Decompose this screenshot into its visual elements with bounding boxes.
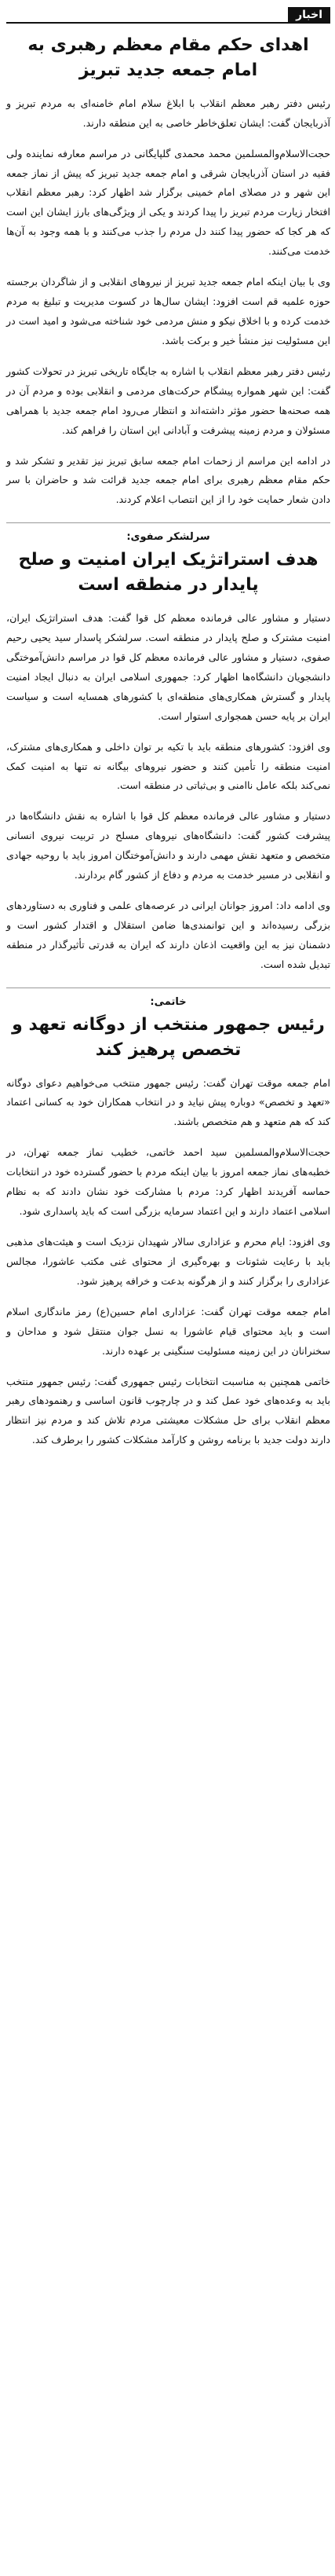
article-headline: رئیس جمهور منتخب از دوگانه تعهد و تخصص پرهیز کند — [12, 1014, 325, 1060]
article-paragraph: رئیس دفتر رهبر معظم انقلاب با ابلاغ سلام امام خامنه‌ای به مردم تبریز و آذربایجان گفت: ایشان تعلق‌خاطر خاصی به این منطقه دارند. — [6, 97, 330, 129]
article-paragraph: رئیس دفتر رهبر معظم انقلاب با اشاره به جایگاه تاریخی تبریز در تحولات کشور گفت: این شهر همواره پیشگام حرکت‌های مردمی و انقلابی بوده و مردم آن در همه صحنه‌ها حضور مؤثر داشته‌اند و انتظار می‌رود امام جمعه جدید با همراهی مسئولان و مردم زمینه پیشرفت و آبادانی این استان را فراهم کند. — [6, 365, 330, 436]
article-paragraph: وی افزود: کشورهای منطقه باید با تکیه بر توان داخلی و همکاری‌های مشترک، امنیت منطقه را تأمین کنند و حضور نیروهای بیگانه نه تنها به امنیت کمک نمی‌کند بلکه عامل ناامنی و بی‌ثباتی در منطقه است. — [6, 740, 330, 792]
article-headline: هدف استراتژیک ایران امنیت و صلح پایدار در منطقه است — [18, 550, 319, 595]
article-safavi — [6, 531, 330, 974]
section-rule — [6, 22, 330, 24]
section-tag: اخبار — [288, 7, 330, 24]
article-kicker: خاتمی: — [150, 995, 187, 1008]
article-paragraph: امام جمعه موقت تهران گفت: رئیس جمهور منتخب می‌خواهیم دعوای دوگانه «تعهد و تخصص» دوباره پیش نیاید و در انتخاب همکاران خود به کسانی اعتماد کند که هم متعهد و هم متخصص باشند. — [6, 1076, 330, 1128]
section-header — [6, 6, 330, 24]
article-paragraph: دستیار و مشاور عالی فرمانده معظم کل قوا با اشاره به نقش دانشگاه‌ها در پیشرفت کشور گفت: دانشگاه‌های نیروهای مسلح در تربیت نیروی انسانی متخصص و متعهد نقش مهمی دارند و دانش‌آموختگان امروز باید با روحیه جهادی و انقلابی در مسیر خدمت به مردم و دفاع از کشور گام بردارند. — [6, 810, 330, 881]
article-paragraph: وی افزود: ایام محرم و عزاداری سالار شهیدان نزدیک است و هیئت‌های مذهبی باید با رعایت شئونات و بهره‌گیری از محتوای غنی مکتب عاشورا، مجالس عزاداری را برگزار کنند و از هرگونه بدعت و خرافه پرهیز شود. — [6, 1235, 330, 1287]
article-paragraph: وی ادامه داد: امروز جوانان ایرانی در عرصه‌های علمی و فناوری به دستاوردهای بزرگی رسیده‌اند و این توانمندی‌ها ضامن استقلال و اقتدار کشور است و دشمنان نیز به این واقعیت اذعان دارند که ایران به قدرتی تأثیرگذار در منطقه تبدیل شده است. — [6, 900, 330, 970]
article-paragraph: امام جمعه موقت تهران گفت: عزاداری امام حسین(ع) رمز ماندگاری اسلام است و باید محتوای قیام عاشورا به نسل جوان منتقل شود و مداحان و سخنرانان در این زمینه مسئولیت سنگینی بر عهده دارند. — [6, 1305, 330, 1357]
article-paragraph: دستیار و مشاور عالی فرمانده معظم کل قوا گفت: هدف استراتژیک ایران، امنیت مشترک و صلح پایدار در منطقه است. سرلشکر پاسدار سید یحیی رحیم صفوی، دستیار و مشاور عالی فرمانده معظم کل قوا در مراسم دانش‌آموختگی دانشجویان دانشگاه‌ها اظهار کرد: جمهوری اسلامی ایران به دنبال ایجاد امنیت پایدار و گسترش همکاری‌های منطقه‌ای با کشورهای همسایه است و سیاست ایران بر پایه حسن همجواری استوار است. — [6, 612, 330, 722]
article-paragraph: خاتمی همچنین به مناسبت انتخابات رئیس جمهوری گفت: رئیس جمهور منتخب باید به وعده‌های خود عمل کند و در چارچوب قانون اساسی و رهنمودهای رهبر معظم انقلاب برای حل مشکلات معیشتی مردم تلاش کند و مردم نیز انتظار دارند دولت جدید با برنامه روشن و کارآمد مشکلات کشور را برطرف کند. — [6, 1375, 330, 1446]
article-headline: اهدای حکم مقام معظم رهبری به امام جمعه جدید تبریز — [27, 35, 309, 80]
article-paragraph: حجت‌الاسلام‌والمسلمین سید احمد خاتمی، خطیب نماز جمعه تهران، در خطبه‌های نماز جمعه امروز با بیان اینکه مردم با حضور گسترده خود در انتخابات حماسه آفریدند اظهار کرد: مردم با مشارکت خود نشان دادند که به نظام اسلامی اعتماد دارند و این اعتماد سرمایه بزرگی است که باید پاسداری شود. — [6, 1146, 330, 1218]
article-khatami — [6, 996, 330, 1450]
article-paragraph: در ادامه این مراسم از زحمات امام جمعه سابق تبریز نیز تقدیر و تشکر شد و حکم مقام معظم رهبری برای امام جمعه جدید قرائت شد و حاضران با سر دادن شعار حمایت خود را از این انتصاب اعلام کردند. — [6, 454, 330, 506]
article-paragraph: حجت‌الاسلام‌والمسلمین محمد محمدی گلپایگانی در مراسم معارفه نماینده ولی فقیه در استان آذربایجان شرقی و امام جمعه جدید تبریز که پیش از نماز جمعه این شهر و در مصلای امام خمینی برگزار شد اظهار کرد: رهبر معظم انقلاب افتخار زیارت مردم تبریز را پیدا کردند و یکی از ویژگی‌های بارز ایشان این است که هر کجا که حضور پیدا کنند دل مردم را جذب می‌کنند و با همه وجود به آن‌ها خدمت می‌کنند. — [6, 147, 330, 258]
article-rahbari-tabriz — [6, 33, 330, 510]
article-paragraph: وی با بیان اینکه امام جمعه جدید تبریز از نیروهای انقلابی و از شاگردان برجسته حوزه علمیه قم است افزود: ایشان سال‌ها در کسوت مدیریت و تبلیغ به مردم خدمت کرده و با اخلاق نیکو و منش مردمی خود شناخته می‌شود و امید است در این مسئولیت نیز منشأ خیر و برکت باشد. — [6, 276, 330, 346]
article-divider — [6, 522, 330, 523]
article-kicker: سرلشکر صفوی: — [126, 531, 210, 544]
